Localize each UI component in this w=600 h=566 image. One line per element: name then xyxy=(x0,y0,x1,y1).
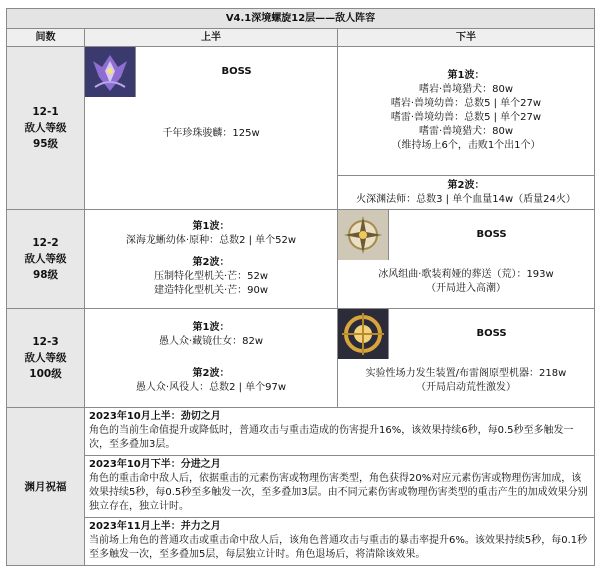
enemy-line: 嗜雷·兽境幼兽：总数5 | 单个27w xyxy=(390,112,542,123)
wave-title: 第1波： xyxy=(447,70,485,81)
floor-level-label: 敌人等级 xyxy=(24,122,67,134)
boss-row xyxy=(85,47,337,97)
wave-title: 第2波： xyxy=(192,368,230,379)
floor-label-12-3 xyxy=(7,309,85,408)
boss-label: BOSS xyxy=(476,229,507,240)
floor-number: 12-1 xyxy=(32,106,59,118)
floor-number: 12-2 xyxy=(32,237,59,249)
table-title: V4.1深境螺旋12层——敌人阵容 xyxy=(7,9,595,29)
enemy-line: 深海龙蜥幼体·原种：总数2 | 单个52w xyxy=(125,235,297,246)
floor-level-label: 敌人等级 xyxy=(24,352,67,364)
boss-portrait-icon xyxy=(85,47,136,97)
blessing-label: 渊月祝福 xyxy=(7,408,85,566)
boss-enemy: 实验性场力发生装置/布雷阁原型机器：218w xyxy=(365,368,567,379)
enemy-line: 压制特化型机关·芒：52w xyxy=(153,271,269,282)
enemy-line: 嗜雷·兽境猎犬：80w xyxy=(418,126,514,137)
wave-title: 第1波： xyxy=(192,322,230,333)
floor-level-value: 100级 xyxy=(29,368,62,380)
enemy-line: 火深渊法师：总数3 | 单个血量14w（盾量24火） xyxy=(356,193,576,205)
blessing-body: 角色的重击命中敌人后，依据重击的元素伤害或物理伤害类型，角色获得20%对应元素伤害或物理伤害加成，该效果持续5秒，每0.5秒至多触发一次，至多叠加3层。由不同元素伤害或物理伤害类型的重击产生的加成效果分别独立存在，独立计时。 xyxy=(89,473,588,512)
wave-title: 第2波： xyxy=(192,257,230,268)
blessing-cell xyxy=(85,408,595,566)
floor-label-12-2 xyxy=(7,210,85,309)
header-floor: 间数 xyxy=(7,29,85,47)
boss-note: （开局进入高潮） xyxy=(426,283,506,294)
lineup-table-container xyxy=(6,8,594,566)
floor-12-1-lower-wave2 xyxy=(338,176,595,210)
enemy-line: 建造特化型机关·芒：90w xyxy=(153,285,269,296)
boss-enemy: 千年珍珠骏麟：125w xyxy=(162,128,260,139)
floor-12-3-lower xyxy=(338,309,595,408)
floor-12-1-lower-wave1 xyxy=(338,47,595,176)
boss-portrait-icon xyxy=(338,309,389,359)
enemy-line: 愚人众·风役人：总数2 | 单个97w xyxy=(135,382,287,393)
lineup-table xyxy=(6,8,595,566)
enemy-line: 嗜岩·兽境幼兽：总数5 | 单个27w xyxy=(390,98,542,109)
boss-note: （开局启动荒性激发） xyxy=(416,382,516,393)
floor-12-2-lower xyxy=(338,210,595,309)
blessing-title: 2023年11月上半：并力之月 xyxy=(89,521,221,532)
boss-enemy: 冰风组曲·歌装莉娅的葬送（荒）：193w xyxy=(378,269,554,280)
blessing-title: 2023年10月上半：劲切之月 xyxy=(89,411,221,422)
floor-level-value: 95级 xyxy=(32,138,59,150)
boss-row xyxy=(338,210,594,260)
blessing-item xyxy=(85,518,594,565)
header-upper: 上半 xyxy=(85,29,338,47)
blessing-body: 当前场上角色的普通攻击或重击命中敌人后，该角色普通攻击与重击的暴击率提升6%。该效果持续5秒，每0.1秒至多触发一次，至多叠加5层，每层独立计时。角色退场后，将清除该效果。 xyxy=(89,535,588,560)
enemy-note: （维持场上6个，击败1个出1个） xyxy=(391,140,541,151)
header-lower: 下半 xyxy=(338,29,595,47)
floor-number: 12-3 xyxy=(32,336,59,348)
floor-12-2-upper xyxy=(85,210,338,309)
blessing-body: 角色的当前生命值提升或降低时，普通攻击与重击造成的伤害提升16%，该效果持续6秒，每0.5秒至多触发一次，至多叠加3层。 xyxy=(89,425,574,450)
floor-level-value: 98级 xyxy=(32,269,59,281)
wave-title: 第1波： xyxy=(192,221,230,232)
boss-portrait-icon xyxy=(338,210,389,260)
boss-row xyxy=(338,309,594,359)
enemy-line: 愚人众·藏镜仕女：82w xyxy=(158,336,264,347)
boss-label: BOSS xyxy=(221,66,252,77)
boss-label: BOSS xyxy=(476,328,507,339)
floor-12-3-upper xyxy=(85,309,338,408)
floor-12-1-upper xyxy=(85,47,338,210)
floor-label-12-1 xyxy=(7,47,85,210)
blessing-title: 2023年10月下半：分进之月 xyxy=(89,459,221,470)
wave-title: 第2波： xyxy=(447,179,485,191)
floor-level-label: 敌人等级 xyxy=(24,253,67,265)
enemy-line: 嗜岩·兽境猎犬：80w xyxy=(418,84,514,95)
blessing-item xyxy=(85,408,594,456)
blessing-item xyxy=(85,456,594,518)
